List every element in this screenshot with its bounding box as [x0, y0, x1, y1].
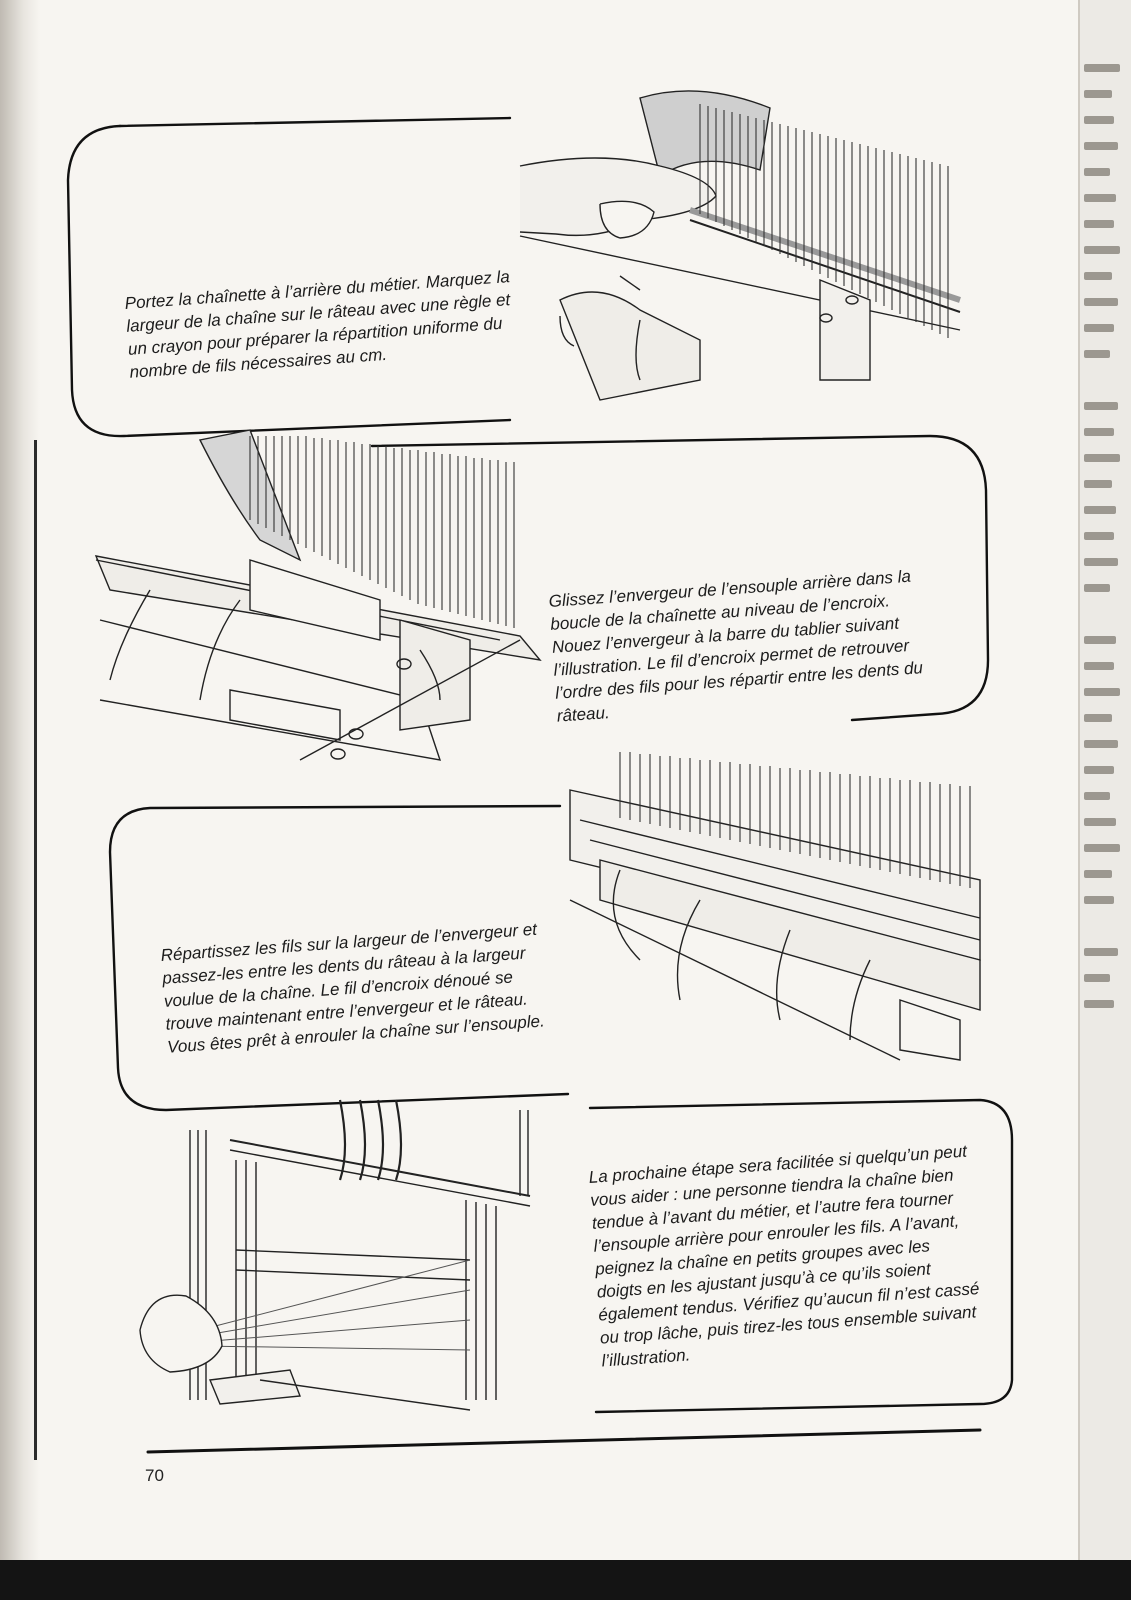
caption-step-4: La prochaine étape sera facilitée si quelqu’un peut vous aider : une personne tiendra la chaîne bien tendue à l’avant du métier, et l’autre fera tourner l’ensouple arrière pour enrouler les fils. A l’avant, peignez la chaîne en petits groupes avec les doigts en les ajustant jusqu’à ce qu’ils soient également tendus. Vérifiez qu’aucun fil n’est cassé ou trop lâche, puis tirez-les tous ensemble suivant l’illustration. — [588, 1141, 980, 1371]
illustration-3 — [570, 790, 980, 1060]
bottom-rule — [148, 1430, 980, 1452]
illustration-4 — [140, 1100, 530, 1410]
scan-bottom-edge — [0, 1560, 1131, 1600]
caption-step-2: Glissez l’envergeur de l’ensouple arrière dans la boucle de la chaînette au niveau de l’encroix. Nouez l’envergeur à la barre du tablier suivant l’illustration. Le fil d’encroix permet de retrouver l’ordre des fils pour les répartir entre les dents du râteau. — [548, 566, 924, 726]
caption-step-1: Portez la chaînette à l’arrière du métier. Marquez la largeur de la chaîne sur le râteau avec une règle et un crayon pour préparer la répartition uniforme du nombre de fils nécessaires au cm. — [124, 267, 511, 382]
illustration-2 — [96, 430, 540, 760]
caption-step-3: Répartissez les fils sur la largeur de l’envergeur et passez-les entre les dents du râteau à la largeur voulue de la chaîne. Le fil d’encroix dénoué se trouve maintenant entre l’envergeur et le râteau. Vous êtes prêt à enrouler la chaîne sur l’ensouple. — [160, 919, 546, 1057]
panel-1-frame — [120, 118, 510, 126]
page-number: 70 — [145, 1466, 164, 1485]
